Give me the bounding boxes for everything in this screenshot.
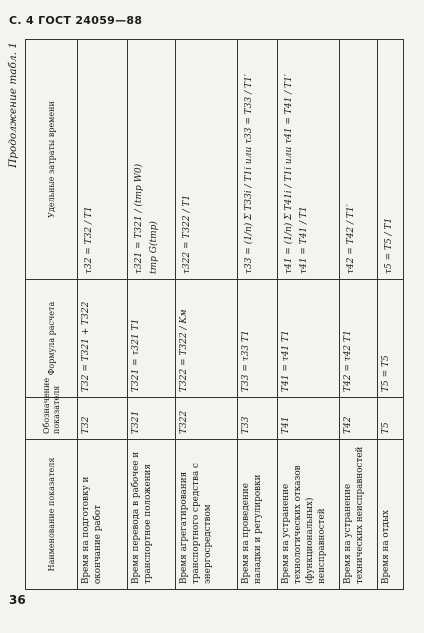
row-name: Время на устранение технологических отказов (функциональных) неисправностей [278, 440, 340, 590]
page-header: С. 4 ГОСТ 24059—88 [9, 14, 143, 27]
table-header-row [26, 40, 78, 590]
row-formula: T322 = T322 / Kм [176, 280, 238, 398]
row-specific [378, 40, 404, 280]
header-symbol: Обозначение показателя [26, 398, 78, 440]
table-row [378, 40, 404, 590]
specific-line: τ42 = T42 / T1′ [346, 204, 356, 274]
specific-line: τ41 = (1/n) Σ T41i / T1i или τ41 = T41 / T1′ [284, 74, 294, 274]
row-specific [238, 40, 278, 280]
specific-line: τ41 = T41 / T1 [299, 206, 309, 274]
row-name: Время на отдых [378, 440, 404, 590]
table-row [238, 40, 278, 590]
header-formula: Формула расчета [26, 280, 78, 398]
row-name: Время перевода в рабочее и транспортное положения [128, 440, 176, 590]
table-row [128, 40, 176, 590]
row-name: Время на проведение наладки и регулировки [238, 440, 278, 590]
row-formula: T32 = T321 + T322 [78, 280, 128, 398]
row-formula: T42 = τ42 T1 [340, 280, 378, 398]
row-formula: T5 = T5 [378, 280, 404, 398]
row-symbol: T32 [78, 398, 128, 440]
row-formula: T321 = τ321 T1 [128, 280, 176, 398]
header-name: Наименование показателя [26, 440, 78, 590]
table-row [176, 40, 238, 590]
rotated-table-area [5, 40, 415, 590]
specific-line: τ33 = (1/n) Σ T33i / T1i или τ33 = T33 / T1′ [244, 74, 254, 274]
specific-line: τ321 = T321 / (tтр W0) [134, 163, 144, 274]
continuation-label: Продолжение табл. 1 [7, 42, 19, 168]
specific-line: τ322 = T322 / T1 [182, 194, 192, 274]
row-name: Время на подготовку и окончание работ [78, 440, 128, 590]
row-specific [78, 40, 128, 280]
time-expenditure-table [25, 39, 404, 590]
row-specific [128, 40, 176, 280]
specific-line: τ5 = T5 / T1 [384, 217, 394, 274]
row-symbol: T33 [238, 398, 278, 440]
specific-line: tтр G(tтр) [149, 221, 159, 274]
row-symbol: T322 [176, 398, 238, 440]
row-name: Время на устранение технических неисправностей [340, 440, 378, 590]
row-specific [278, 40, 340, 280]
row-symbol: T41 [278, 398, 340, 440]
row-specific [340, 40, 378, 280]
row-formula: T41 = τ41 T1 [278, 280, 340, 398]
row-name: Время агрегатирования транспортного средства с энергосредством [176, 440, 238, 590]
table-row [78, 40, 128, 590]
row-specific [176, 40, 238, 280]
table-row [278, 40, 340, 590]
row-formula: T33 = τ33 T1 [238, 280, 278, 398]
page-number: 36 [9, 593, 26, 607]
row-symbol: T42 [340, 398, 378, 440]
row-symbol: T321 [128, 398, 176, 440]
row-symbol: T5 [378, 398, 404, 440]
header-specific: Удельные затраты времени [26, 40, 78, 280]
specific-line: τ32 = T32 / T1 [84, 206, 94, 274]
table-row [340, 40, 378, 590]
